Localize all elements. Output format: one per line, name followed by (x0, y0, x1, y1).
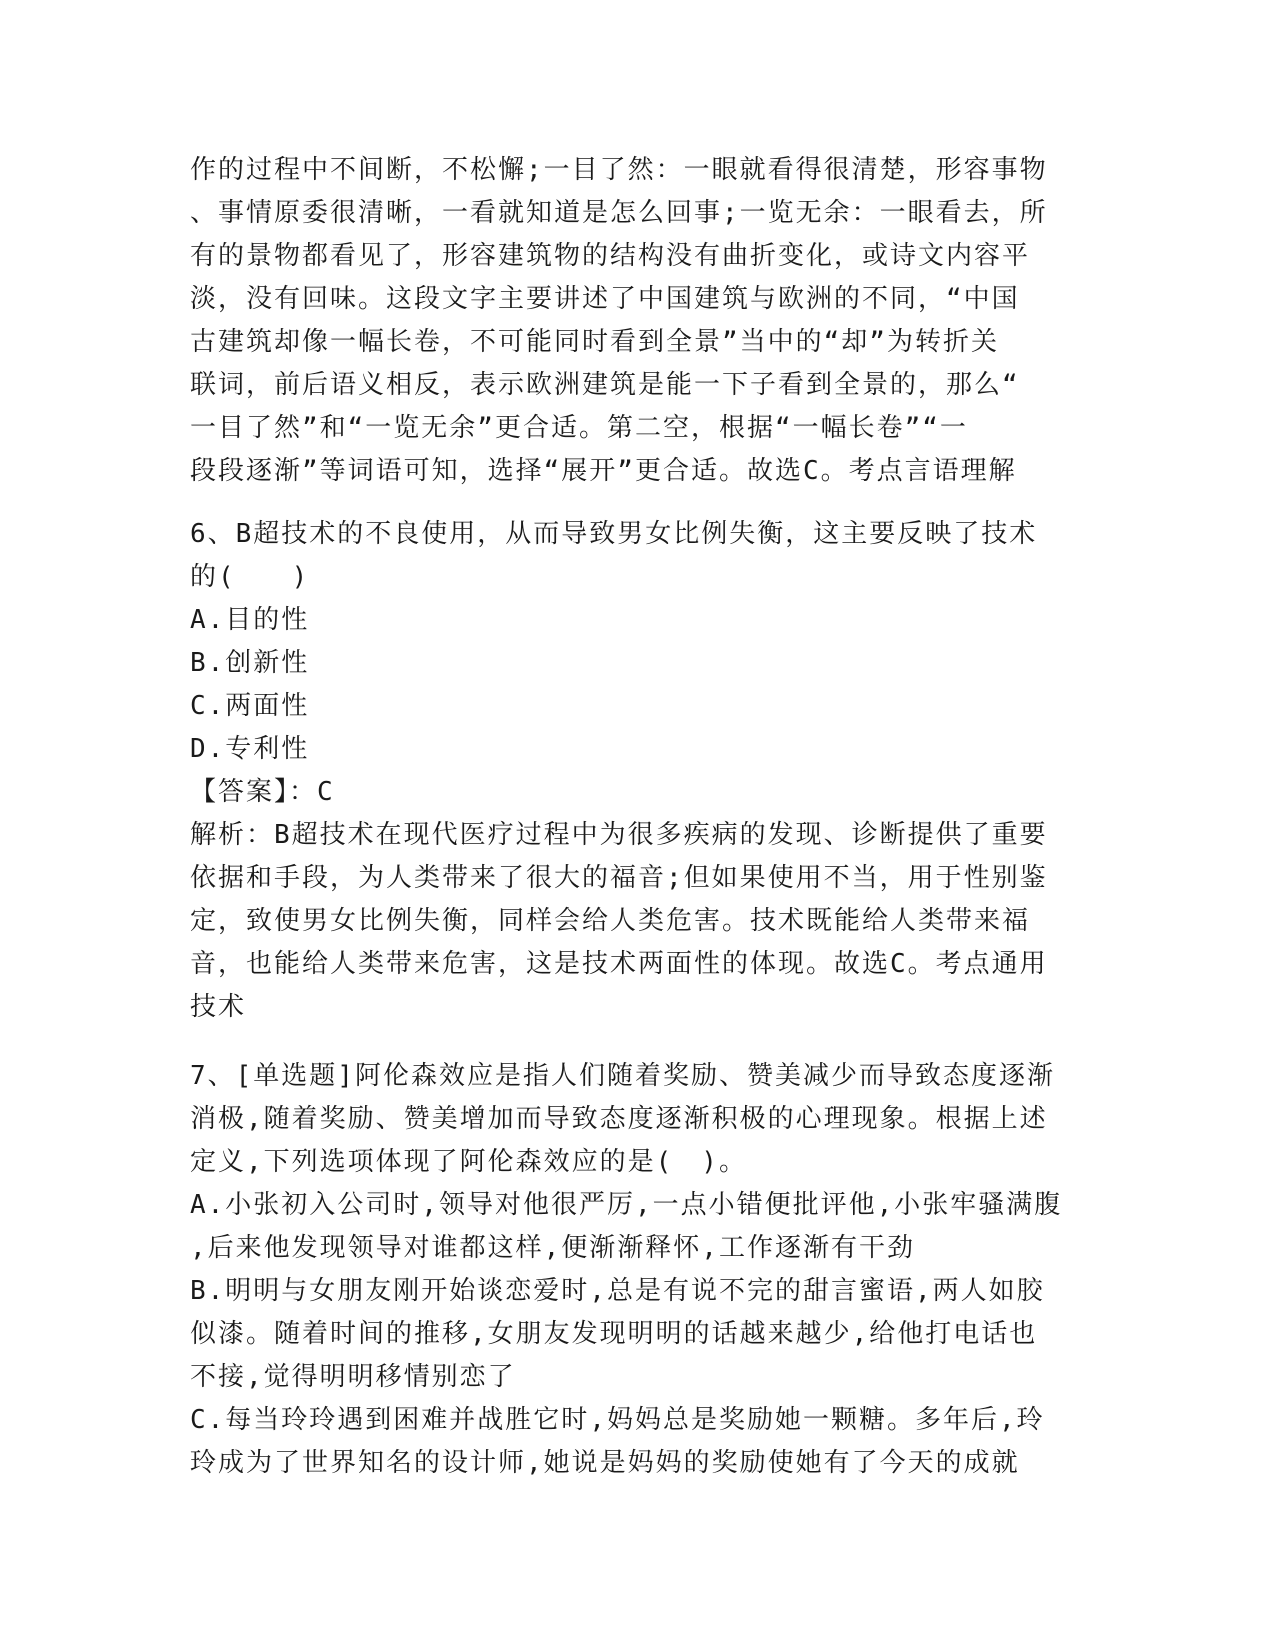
analysis-text: 技术 (190, 992, 247, 1022)
option-b: 不接,觉得明明移情别恋了 (190, 1362, 516, 1392)
question-text: 7、[单选题]阿伦森效应是指人们随着奖励、赞美减少而导致态度逐渐 (190, 1061, 1055, 1091)
option-c: 玲成为了世界知名的设计师,她说是妈妈的奖励使她有了今天的成就 (190, 1448, 1020, 1478)
analysis-text: 依据和手段，为人类带来了很大的福音;但如果使用不当，用于性别鉴 (190, 863, 1048, 893)
text-line: 淡，没有回味。这段文字主要讲述了中国建筑与欧洲的不同，“中国 (190, 284, 1020, 314)
option-a: A.小张初入公司时,领导对他很严厉,一点小错便批评他,小张牢骚满腹 (190, 1190, 1063, 1220)
question-text: 定义,下列选项体现了阿伦森效应的是( )。 (190, 1147, 747, 1177)
text-line: 联词，前后语义相反，表示欧洲建筑是能一下子看到全景的，那么“ (190, 370, 1020, 400)
analysis-text: 音，也能给人类带来危害，这是技术两面性的体现。故选C。考点通用 (190, 949, 1048, 979)
question-text: 6、B超技术的不良使用，从而导致男女比例失衡，这主要反映了技术 (190, 519, 1038, 549)
question-text: 的( ) (190, 562, 310, 592)
option-c: C.两面性 (190, 691, 310, 721)
text-line: 、事情原委很清晰，一看就知道是怎么回事;一览无余：一眼看去，所 (190, 198, 1048, 228)
option-b: B.创新性 (190, 648, 310, 678)
analysis-text: 解析：B超技术在现代医疗过程中为很多疾病的发现、诊断提供了重要 (190, 820, 1048, 850)
option-b: 似漆。随着时间的推移,女朋友发现明明的话越来越少,给他打电话也 (190, 1319, 1038, 1349)
option-d: D.专利性 (190, 734, 310, 764)
text-line: 一目了然”和“一览无余”更合适。第二空，根据“一幅长卷”“一 (190, 413, 968, 443)
option-a: ,后来他发现领导对谁都这样,便渐渐释怀,工作逐渐有干劲 (190, 1233, 915, 1263)
option-b: B.明明与女朋友刚开始谈恋爱时,总是有说不完的甜言蜜语,两人如胶 (190, 1276, 1045, 1306)
option-c: C.每当玲玲遇到困难并战胜它时,妈妈总是奖励她一颗糖。多年后,玲 (190, 1405, 1045, 1435)
text-line: 有的景物都看见了，形容建筑物的结构没有曲折变化，或诗文内容平 (190, 241, 1031, 271)
option-a: A.目的性 (190, 605, 310, 635)
answer-label: 【答案】：C (190, 777, 335, 807)
text-line: 古建筑却像一幅长卷，不可能同时看到全景”当中的“却”为转折关 (190, 327, 999, 357)
text-line: 段段逐渐”等词语可知，选择“展开”更合适。故选C。考点言语理解 (190, 456, 1017, 486)
question-7 (190, 1055, 1085, 1485)
previous-explanation (190, 149, 1085, 493)
text-line: 作的过程中不间断，不松懈;一目了然：一眼就看得很清楚，形容事物 (190, 155, 1048, 185)
question-text: 消极,随着奖励、赞美增加而导致态度逐渐积极的心理现象。根据上述 (190, 1104, 1048, 1134)
analysis-text: 定，致使男女比例失衡，同样会给人类危害。技术既能给人类带来福 (190, 906, 1031, 936)
question-6 (190, 513, 1085, 1029)
